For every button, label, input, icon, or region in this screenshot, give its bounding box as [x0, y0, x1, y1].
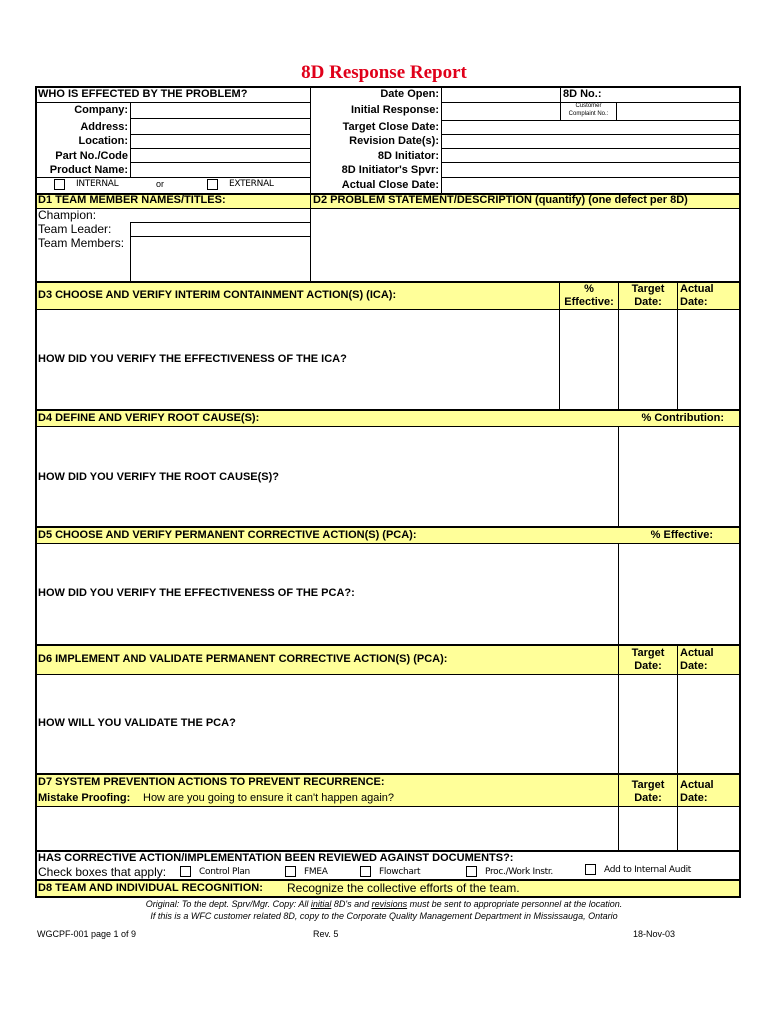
d7-actual-date-label: Date: [680, 792, 708, 804]
review-heading: HAS CORRECTIVE ACTION/IMPLEMENTATION BEEN REVIEWED AGAINST DOCUMENTS?: [38, 852, 514, 864]
section-divider [36, 644, 740, 646]
company-label: Company: [74, 104, 128, 116]
d6-target-label: Target [631, 647, 665, 659]
d3-target-date-label: Date: [634, 296, 662, 308]
revision-dates-label: Revision Date(s): [349, 135, 439, 147]
champion-label: Champion: [38, 208, 97, 222]
d7-actual-label: Actual [680, 779, 714, 791]
d3-actual-label: Actual [680, 283, 714, 295]
control-plan-label: Control Plan [199, 867, 250, 877]
footer-text-a: Original: To the dept. Sprv/Mgr. Copy: All [145, 899, 311, 909]
d4-contribution-label: % Contribution: [641, 412, 724, 424]
d3-effective-label: Effective: [564, 296, 614, 308]
problem-statement-field[interactable] [311, 209, 739, 281]
d1-heading: D1 TEAM MEMBER NAMES/TITLES: [38, 194, 226, 206]
customer-label: Customer [575, 103, 602, 109]
d3-pct-label: % [584, 283, 594, 295]
proc-work-instr-checkbox[interactable] [466, 866, 477, 877]
d3-question: HOW DID YOU VERIFY THE EFFECTIVENESS OF THE ICA? [38, 353, 347, 365]
address-label: Address: [80, 121, 128, 133]
initial-response-field[interactable] [442, 103, 559, 119]
part-no-label: Part No./Code [55, 150, 128, 162]
d7-target-label: Target [631, 779, 665, 791]
mistake-proofing-label: Mistake Proofing: [38, 792, 131, 804]
grid-line [677, 645, 678, 774]
footer-text-c: must be sent to appropriate personnel at the location. [407, 899, 623, 909]
d8-text: Recognize the collective efforts of the team. [287, 881, 520, 895]
actual-close-field[interactable] [442, 178, 739, 193]
prevention-field[interactable] [37, 807, 617, 850]
ica-field[interactable] [37, 310, 558, 409]
eightd-no-label: 8D No.: [563, 88, 602, 100]
flowchart-checkbox[interactable] [360, 866, 371, 877]
d4-question: HOW DID YOU VERIFY THE ROOT CAUSE(S)? [38, 471, 279, 483]
section-divider [36, 773, 740, 775]
d7-heading: D7 SYSTEM PREVENTION ACTIONS TO PREVENT RECURRENCE: [38, 776, 385, 788]
d6-target-date-label: Date: [634, 660, 662, 672]
team-leader-field[interactable] [131, 223, 309, 235]
grid-line [618, 427, 619, 527]
initiator-spvr-field[interactable] [442, 163, 739, 176]
d5-heading: D5 CHOOSE AND VERIFY PERMANENT CORRECTIVE ACTION(S) (PCA): [38, 529, 417, 541]
grid-line [618, 544, 619, 645]
internal-audit-label: Add to Internal Audit [604, 865, 692, 875]
d3-heading: D3 CHOOSE AND VERIFY INTERIM CONTAINMENT ACTION(S) (ICA): [38, 289, 397, 301]
proc-work-instr-label: Proc./Work Instr. [485, 867, 553, 877]
address-field[interactable] [131, 119, 309, 133]
date-open-label: Date Open: [380, 88, 439, 100]
champion-field[interactable] [131, 209, 309, 221]
target-close-label: Target Close Date: [342, 121, 439, 133]
footer-line-1 [0, 899, 768, 910]
d6-actual-label: Actual [680, 647, 714, 659]
complaint-no-field[interactable] [617, 103, 739, 119]
d2-heading: D2 PROBLEM STATEMENT/DESCRIPTION (quantify) (one defect per 8D) [313, 194, 688, 206]
eightd-no-field[interactable] [616, 88, 739, 101]
date-open-field[interactable] [442, 88, 559, 101]
team-leader-label: Team Leader: [38, 222, 112, 236]
location-label: Location: [78, 135, 128, 147]
grid-line [677, 282, 678, 410]
initiator-spvr-label: 8D Initiator's Spvr: [341, 164, 439, 176]
d3-target-label: Target [631, 283, 665, 295]
revision-dates-field[interactable] [442, 135, 739, 147]
fmea-label: FMEA [304, 867, 328, 877]
target-close-field[interactable] [442, 121, 739, 133]
root-cause-field[interactable] [37, 427, 617, 526]
d7-target-date-label: Date: [634, 792, 662, 804]
d3-actual-date-label: Date: [680, 296, 708, 308]
d4-heading: D4 DEFINE AND VERIFY ROOT CAUSE(S): [38, 412, 260, 424]
initiator-label: 8D Initiator: [377, 150, 439, 162]
internal-audit-checkbox[interactable] [585, 864, 596, 875]
d6-heading: D6 IMPLEMENT AND VALIDATE PERMANENT CORRECTIVE ACTION(S) (PCA): [38, 653, 448, 665]
part-no-field[interactable] [131, 149, 309, 161]
pca-field[interactable] [37, 544, 617, 644]
check-boxes-label: Check boxes that apply: [38, 865, 167, 879]
validate-pca-field[interactable] [37, 675, 617, 773]
form-revision: Rev. 5 [313, 929, 339, 939]
mistake-proofing-text: How are you going to ensure it can't happen again? [143, 792, 394, 804]
footer-revisions: revisions [371, 899, 408, 909]
location-field[interactable] [131, 135, 309, 147]
d6-question: HOW WILL YOU VALIDATE THE PCA? [38, 717, 236, 729]
grid-line [310, 87, 311, 194]
initiator-field[interactable] [442, 149, 739, 161]
internal-label: INTERNAL [76, 179, 119, 189]
footer-text-b: 8D's and [331, 899, 372, 909]
section-divider [36, 526, 740, 528]
d5-effective-label: % Effective: [650, 529, 713, 541]
or-label: or [156, 179, 165, 189]
form-id: WGCPF-001 page 1 of 9 [37, 929, 137, 939]
flowchart-label: Flowchart [379, 867, 421, 877]
who-effected-label: WHO IS EFFECTED BY THE PROBLEM? [38, 88, 248, 100]
external-label: EXTERNAL [229, 179, 274, 189]
d8-heading: D8 TEAM AND INDIVIDUAL RECOGNITION: [38, 882, 263, 894]
fmea-checkbox[interactable] [285, 866, 296, 877]
complaint-no-label: Complaint No.: [568, 111, 609, 117]
initial-response-label: Initial Response: [350, 104, 439, 116]
product-name-field[interactable] [131, 163, 309, 176]
footer-initial: initial [310, 899, 332, 909]
d6-actual-date-label: Date: [680, 660, 708, 672]
control-plan-checkbox[interactable] [180, 866, 191, 877]
company-field[interactable] [131, 103, 309, 117]
product-name-label: Product Name: [49, 164, 128, 176]
team-members-label: Team Members: [38, 236, 125, 250]
grid-line [677, 774, 678, 851]
actual-close-label: Actual Close Date: [341, 179, 439, 191]
team-members-field[interactable] [131, 237, 309, 281]
page-title: 8D Response Report [301, 62, 467, 83]
section-divider [36, 409, 740, 411]
internal-checkbox[interactable] [54, 179, 65, 190]
external-checkbox[interactable] [207, 179, 218, 190]
form-date: 18-Nov-03 [633, 929, 676, 939]
footer-line-2: If this is a WFC customer related 8D, copy to the Corporate Quality Management Department in Mississauga, Ontario [150, 911, 618, 921]
d5-question: HOW DID YOU VERIFY THE EFFECTIVENESS OF THE PCA?: [38, 587, 355, 599]
